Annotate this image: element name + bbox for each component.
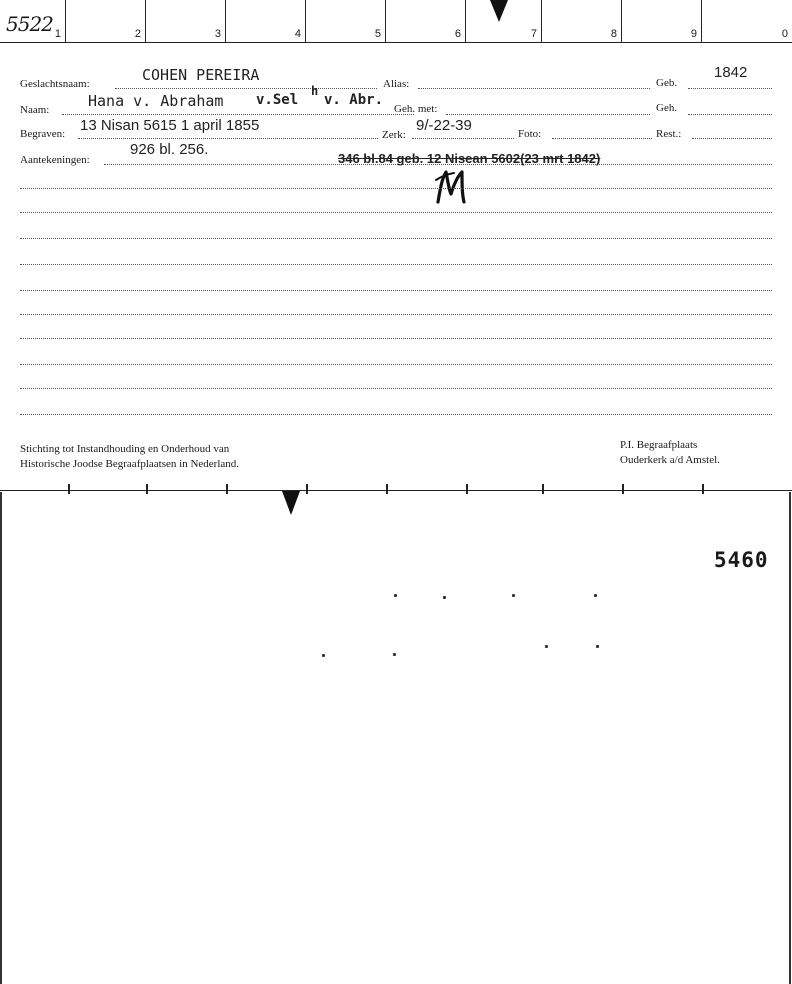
dotted-line <box>412 138 514 139</box>
edge-tick <box>542 484 544 494</box>
naam-label: Naam: <box>20 104 50 116</box>
ruler-cell-7: 7 <box>466 0 542 42</box>
dotted-line <box>20 188 772 189</box>
begraven-value: 13 Nisan 5615 1 april 1855 <box>80 117 260 134</box>
dotted-line <box>20 414 772 415</box>
naam-extra-superscript: h <box>311 84 319 98</box>
ruler-cell-8: 8 <box>542 0 622 42</box>
ruler-cell-4: 4 <box>226 0 306 42</box>
ruler-cell-2: 2 <box>66 0 146 42</box>
speck <box>596 645 599 648</box>
card-id: 5522 <box>6 12 53 36</box>
dotted-line <box>20 388 772 389</box>
right-edge <box>789 492 791 984</box>
footer-left-line-1: Stichting tot Instandhouding en Onderhoud van <box>20 443 230 455</box>
speck <box>594 594 597 597</box>
speck <box>394 594 397 597</box>
speck <box>322 654 325 657</box>
dotted-line <box>446 114 650 115</box>
edge-tick <box>146 484 148 494</box>
aantekeningen-value: 926 bl. 256. <box>130 141 209 158</box>
speck <box>393 653 396 656</box>
dotted-line <box>78 138 378 139</box>
geslachtsnaam-value: COHEN PEREIRA <box>142 66 260 84</box>
speck <box>443 596 446 599</box>
handwritten-m-mark <box>432 168 476 206</box>
ruler-cell-0: 0 <box>781 28 788 40</box>
naam-value: Hana v. Abraham <box>88 92 224 110</box>
aantekeningen-struck-note: 346 bl.84 geb. 12 Nisean 5602(23 mrt 1842) <box>338 151 601 166</box>
begraven-label: Begraven: <box>20 128 66 140</box>
left-edge <box>0 492 2 984</box>
footer-right <box>620 438 720 468</box>
naam-extra: v.Sel <box>256 92 299 108</box>
dotted-line <box>62 114 414 115</box>
dotted-line <box>418 88 650 89</box>
ruler-cell-3: 3 <box>146 0 226 42</box>
dotted-line <box>20 290 772 291</box>
geb-label: Geb. <box>656 77 678 89</box>
speck <box>545 645 548 648</box>
ruler-cell-9: 9 <box>622 0 702 42</box>
aantekeningen-label: Aantekeningen: <box>20 154 90 166</box>
speck <box>512 594 515 597</box>
naam-extra-2: v. Abr. <box>324 92 384 108</box>
dotted-line <box>552 138 652 139</box>
edge-tick <box>466 484 468 494</box>
geslachtsnaam-label: Geslachtsnaam: <box>20 78 90 90</box>
edge-tick <box>386 484 388 494</box>
footer-left-line-2: Historische Joodse Begraafplaatsen in Nederland. <box>20 458 240 470</box>
ruler-cell-6: 6 <box>386 0 466 42</box>
top-ruler <box>0 0 792 43</box>
footer-left <box>20 442 239 472</box>
ruler-cell-1: 1 <box>0 0 66 42</box>
rest-label: Rest.: <box>656 128 682 140</box>
dotted-line <box>20 238 772 239</box>
dotted-line <box>692 138 772 139</box>
edge-tick <box>226 484 228 494</box>
bottom-notch <box>282 491 300 515</box>
gehuwd-met-label: Geh. met: <box>394 103 438 115</box>
stamp-number: 5460 <box>714 548 769 572</box>
dotted-line <box>20 338 772 339</box>
zerk-value: 9/-22-39 <box>416 117 472 134</box>
footer-right-line-2: Ouderkerk a/d Amstel. <box>620 454 720 466</box>
dotted-line <box>20 264 772 265</box>
dotted-line <box>115 88 377 89</box>
footer-right-line-1: P.I. Begraafplaats <box>620 439 698 451</box>
dotted-line <box>688 88 772 89</box>
ruler-cell-5: 5 <box>306 0 386 42</box>
edge-tick <box>68 484 70 494</box>
card-bottom-rule <box>0 490 792 491</box>
dotted-line <box>20 314 772 315</box>
top-notch <box>490 0 508 22</box>
zerk-label: Zerk: <box>382 129 406 141</box>
edge-tick <box>622 484 624 494</box>
edge-tick <box>702 484 704 494</box>
dotted-line <box>688 114 772 115</box>
dotted-line <box>20 364 772 365</box>
edge-tick <box>306 484 308 494</box>
foto-label: Foto: <box>518 128 542 140</box>
alias-label: Alias: <box>383 78 410 90</box>
geb-value: 1842 <box>714 64 748 81</box>
dotted-line <box>20 212 772 213</box>
geh-label: Geh. <box>656 102 678 114</box>
